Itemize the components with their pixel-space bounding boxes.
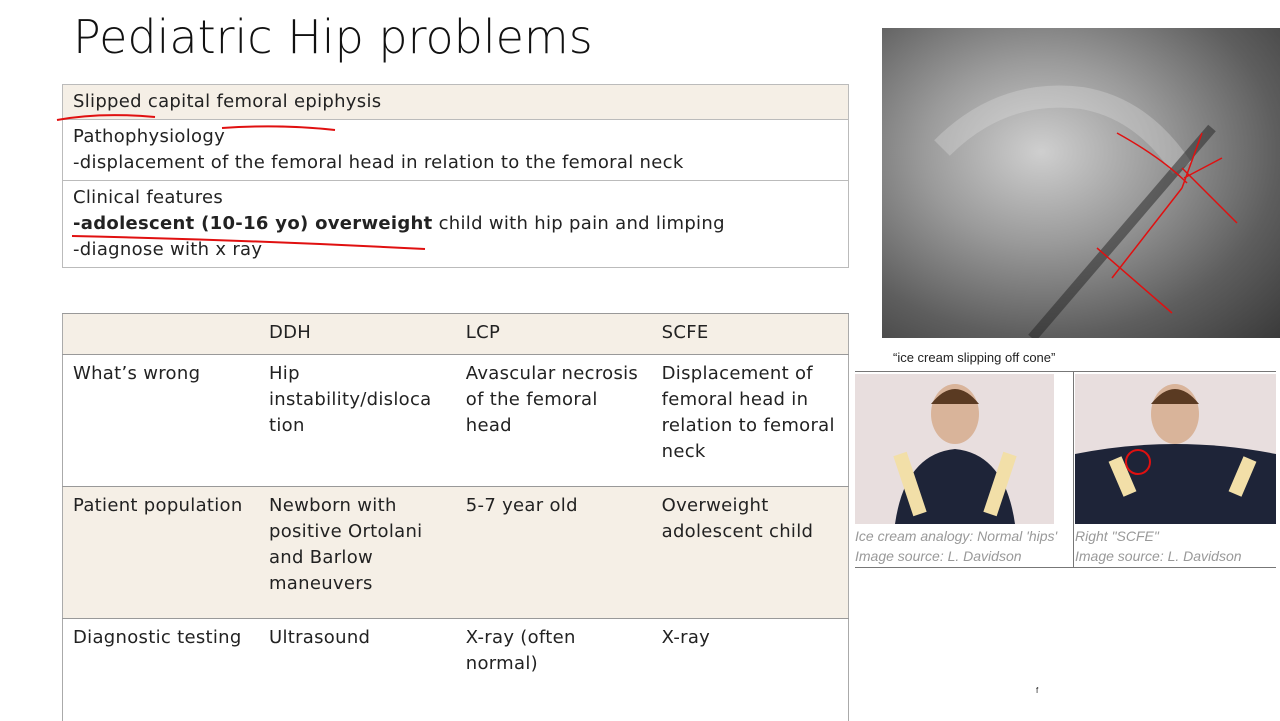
table-cell: Avascular necrosis of the femoral head: [456, 355, 652, 487]
left-source: Image source: L. Davidson: [855, 548, 1022, 564]
table-cell: Displacement of femoral head in relation to femoral neck: [652, 355, 849, 487]
table-cell: 5-7 year old: [456, 487, 652, 619]
table-row: [63, 355, 849, 487]
xray-annotation: [882, 28, 1280, 338]
right-caption-text: Right "SCFE": [1075, 528, 1159, 544]
scfe-photo: [1075, 374, 1276, 524]
left-caption: [855, 526, 1057, 566]
table-row: [63, 487, 849, 619]
row-label: Diagnostic testing: [63, 619, 259, 721]
table-cell: Newborn with positive Ortolani and Barlow maneuvers: [259, 487, 456, 619]
analogy-quote: “ice cream slipping off cone”: [893, 350, 1056, 365]
clinical-bold: -adolescent (10-16 yo) overweight: [73, 213, 433, 234]
scfe-summary-table: [62, 84, 849, 268]
right-source: Image source: L. Davidson: [1075, 548, 1242, 564]
hip-xray-image: [882, 28, 1280, 338]
normal-hips-photo: [855, 374, 1054, 524]
header-cell: LCP: [456, 314, 652, 355]
row-label: What’s wrong: [63, 355, 259, 487]
row-label: Patient population: [63, 487, 259, 619]
table-cell: Ultrasound: [259, 619, 456, 721]
header-cell: SCFE: [652, 314, 849, 355]
analogy-photos: [855, 371, 1276, 568]
header-cell: DDH: [259, 314, 456, 355]
table-cell: X-ray (often normal): [456, 619, 652, 721]
table-cell: Overweight adolescent child: [652, 487, 849, 619]
clinical-cell: [63, 181, 849, 268]
comparison-table: [62, 313, 849, 721]
clinical-rest: child with hip pain and limping: [432, 213, 725, 234]
clinical-label: Clinical features: [73, 187, 224, 208]
table-row: [63, 619, 849, 721]
clinical-line: [73, 211, 838, 237]
table-cell: X-ray: [652, 619, 849, 721]
pathophysiology-cell: [63, 120, 849, 181]
scfe-heading: Slipped capital femoral epiphysis: [63, 85, 849, 120]
patho-label: Pathophysiology: [73, 126, 226, 147]
footer-mark: f: [1036, 686, 1039, 695]
right-caption: [1075, 526, 1242, 566]
slide-title: Pediatric Hip problems: [73, 10, 593, 64]
table-cell: Hip instability/disloca tion: [259, 355, 456, 487]
clinical-dx: -diagnose with x ray: [73, 239, 263, 260]
patho-text: -displacement of the femoral head in relation to the femoral neck: [73, 152, 684, 173]
left-caption-text: Ice cream analogy: Normal 'hips': [855, 528, 1058, 544]
header-cell: [63, 314, 259, 355]
